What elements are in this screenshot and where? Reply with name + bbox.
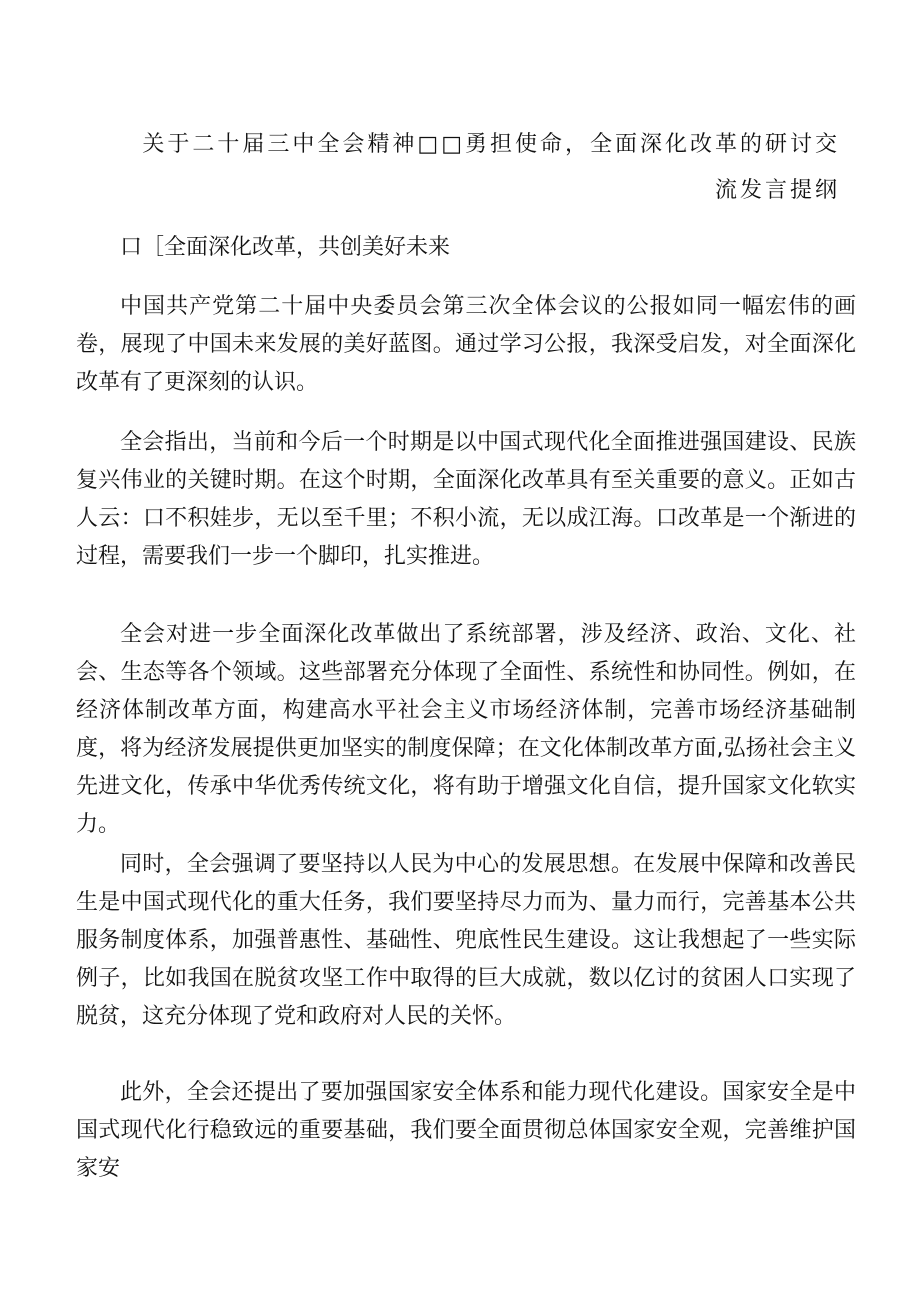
paragraph-5: 此外，全会还提出了要加强国家安全体系和能力现代化建设。国家安全是中国式现代化行稳致远的重要基础，我们要全面贯彻总体国家安全观，完善维护国家安 bbox=[76, 1080, 856, 1181]
paragraph-3: 全会对进一步全面深化改革做出了系统部署，涉及经济、政治、文化、社会、生态等各个领域。这些部署充分体现了全面性、系统性和协同性。例如，在经济体制改革方面，构建高水平社会主义市场经济体制，完善市场经济基础制度，将为经济发展提供更加坚实的制度保障；在文化体制改革方面,弘扬社会主义先进文化，传承中华优秀传统文化，将有助于增强文化自信，提升国家文化软实力。 bbox=[76, 622, 856, 837]
paragraph-2: 全会指出，当前和今后一个时期是以中国式现代化全面推进强国建设、民族复兴伟业的关键时期。在这个时期，全面深化改革具有至关重要的意义。正如古人云：口不积娃步，无以至千里；不积小流，无以成江海。口改革是一个渐进的过程，需要我们一步一个脚印，扎实推进。 bbox=[76, 430, 856, 569]
document-title-line-1: 关于二十届三中全会精神□□勇担使命，全面深化改革的研讨交 bbox=[142, 132, 840, 157]
document-title-line-2: 流发言提纲 bbox=[714, 178, 840, 203]
paragraph-4: 同时，全会强调了要坚持以人民为中心的发展思想。在发展中保障和改善民生是中国式现代化的重大任务，我们要坚持尽力而为、量力而行，完善基本公共服务制度体系，加强普惠性、基础性、兜底性民生建设。这让我想起了一些实际例子，比如我国在脱贫攻坚工作中取得的巨大成就，数以亿讨的贫困人口实现了脱贫，这充分体现了党和政府对人民的关怀。 bbox=[76, 852, 856, 1029]
section-heading: 口［全面深化改革，共创美好未来 bbox=[120, 235, 451, 260]
paragraph-1: 中国共产党第二十届中央委员会第三次全体会议的公报如同一幅宏伟的画卷，展现了中国未来发展的美好蓝图。通过学习公报，我深受启发，对全面深化改革有了更深刻的认识。 bbox=[76, 294, 856, 395]
